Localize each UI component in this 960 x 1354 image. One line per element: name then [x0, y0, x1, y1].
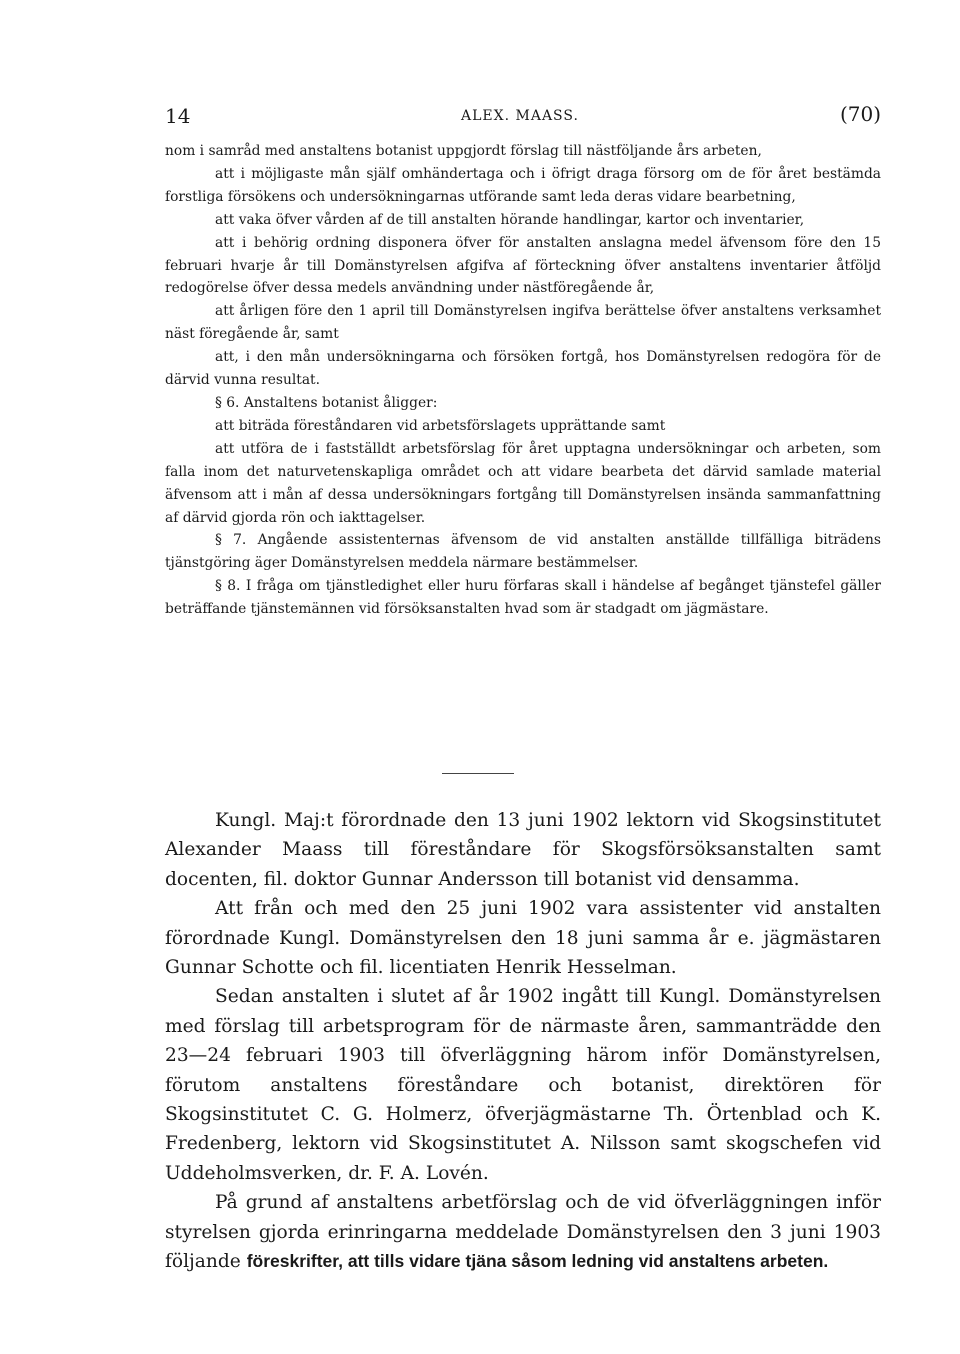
running-title: ALEX. MAASS.	[461, 108, 579, 124]
paragraph: nom i samråd med anstaltens botanist uppgjordt förslag till nästföljande års arbeten,	[165, 143, 762, 159]
paragraph: att vaka öfver vården af de till anstalten hörande handlingar, kartor och inventarier,	[215, 211, 805, 228]
page-header	[165, 100, 881, 134]
paragraph: att utföra de i fastställdt arbetsförslag för året upptagna undersökningar och arbeten, som falla inom det naturvetenskapliga området och att vidare bearbeta det därvid samlade material äfvensom att i mån af dessa undersökningars fortgång till Domänstyrelsen insända sammanfattning af därvid gjorda rön och iakttagelser.	[165, 440, 881, 526]
section-heading: § 6. Anstaltens botanist åligger:	[215, 394, 438, 411]
bold-emphasis: föreskrifter, att tills vidare tjäna såsom ledning vid anstaltens arbeten.	[246, 1251, 829, 1272]
narrative-text	[165, 806, 881, 1277]
paragraph: att, i den mån undersökningarna och försöken fortgå, hos Domänstyrelsen redogöra för de därvid vunna resultat.	[165, 349, 881, 389]
paragraph: § 8. I fråga om tjänstledighet eller huru förfaras skall i händelse af begånget tjänstefel gäller beträffande tjänstemännen vid försöksanstalten hvad som är stadgadt om jägmästare.	[165, 578, 881, 618]
page-number: 14	[165, 104, 191, 128]
paragraph: att i behörig ordning disponera öfver för anstalten anslagna medel äfvensom före den 15 februari hvarje år till Domänstyrelsen afgifva af förteckning öfver anstaltens inventarier åtföljd redogörelse öfver dessa medels användning under nästföregående år,	[165, 234, 881, 297]
paragraph	[165, 1188, 881, 1276]
page-reference: (70)	[839, 102, 881, 126]
section-divider	[442, 773, 514, 774]
paragraph: Kungl. Maj:t förordnade den 13 juni 1902 lektorn vid Skogsinstitutet Alexander Maass till föreståndare för Skogsförsöksanstalten samt docenten, fil. doktor Gunnar Andersson till botanist vid densamma.	[165, 810, 881, 890]
paragraph: Att från och med den 25 juni 1902 vara assistenter vid anstalten förordnade Kungl. Domänstyrelsen den 18 juni samma år e. jägmästaren Gunnar Schotte och fil. licentiaten Henrik Hesselman.	[165, 898, 881, 979]
regulations-text	[165, 140, 881, 621]
paragraph: att biträda föreståndaren vid arbetsförslagets upprättande samt	[215, 417, 666, 434]
paragraph: Sedan anstalten i slutet af år 1902 ingått till Kungl. Domänstyrelsen med förslag till arbetsprogram för de närmaste åren, sammanträdde den 23—24 februari 1903 till öfverläggning härom inför Domänstyrelsen, förutom anstaltens föreståndare och botanist, direktören för Skogsinstitutet C. G. Holmerz, öfverjägmästarne Th. Örtenblad och K. Fredenberg, lektorn vid Skogsinstitutet A. Nilsson samt skogschefen vid Uddeholmsverken, dr. F. A. Lovén.	[165, 986, 881, 1184]
paragraph-lead: På grund af anstaltens arbetförslag och de vid öfverläggningen inför styrelsen gjorda erinringarna meddelade Domänstyrelsen den 3 juni 1903 följande	[165, 1192, 881, 1273]
paragraph: att årligen före den 1 april till Domänstyrelsen ingifva berättelse öfver anstaltens verksamhet näst föregående år, samt	[165, 303, 881, 343]
paragraph: att i möjligaste mån själf omhändertaga och i öfrigt draga försorg om de för året bestämda forstliga försökens och undersökningarnas utförande samt leda deras vidare bearbetning,	[165, 165, 881, 205]
paragraph: § 7. Angående assistenternas äfvensom de vid anstalten anställde tillfälliga biträdens tjänstgöring äger Domänstyrelsen meddela närmare bestämmelser.	[165, 532, 881, 572]
